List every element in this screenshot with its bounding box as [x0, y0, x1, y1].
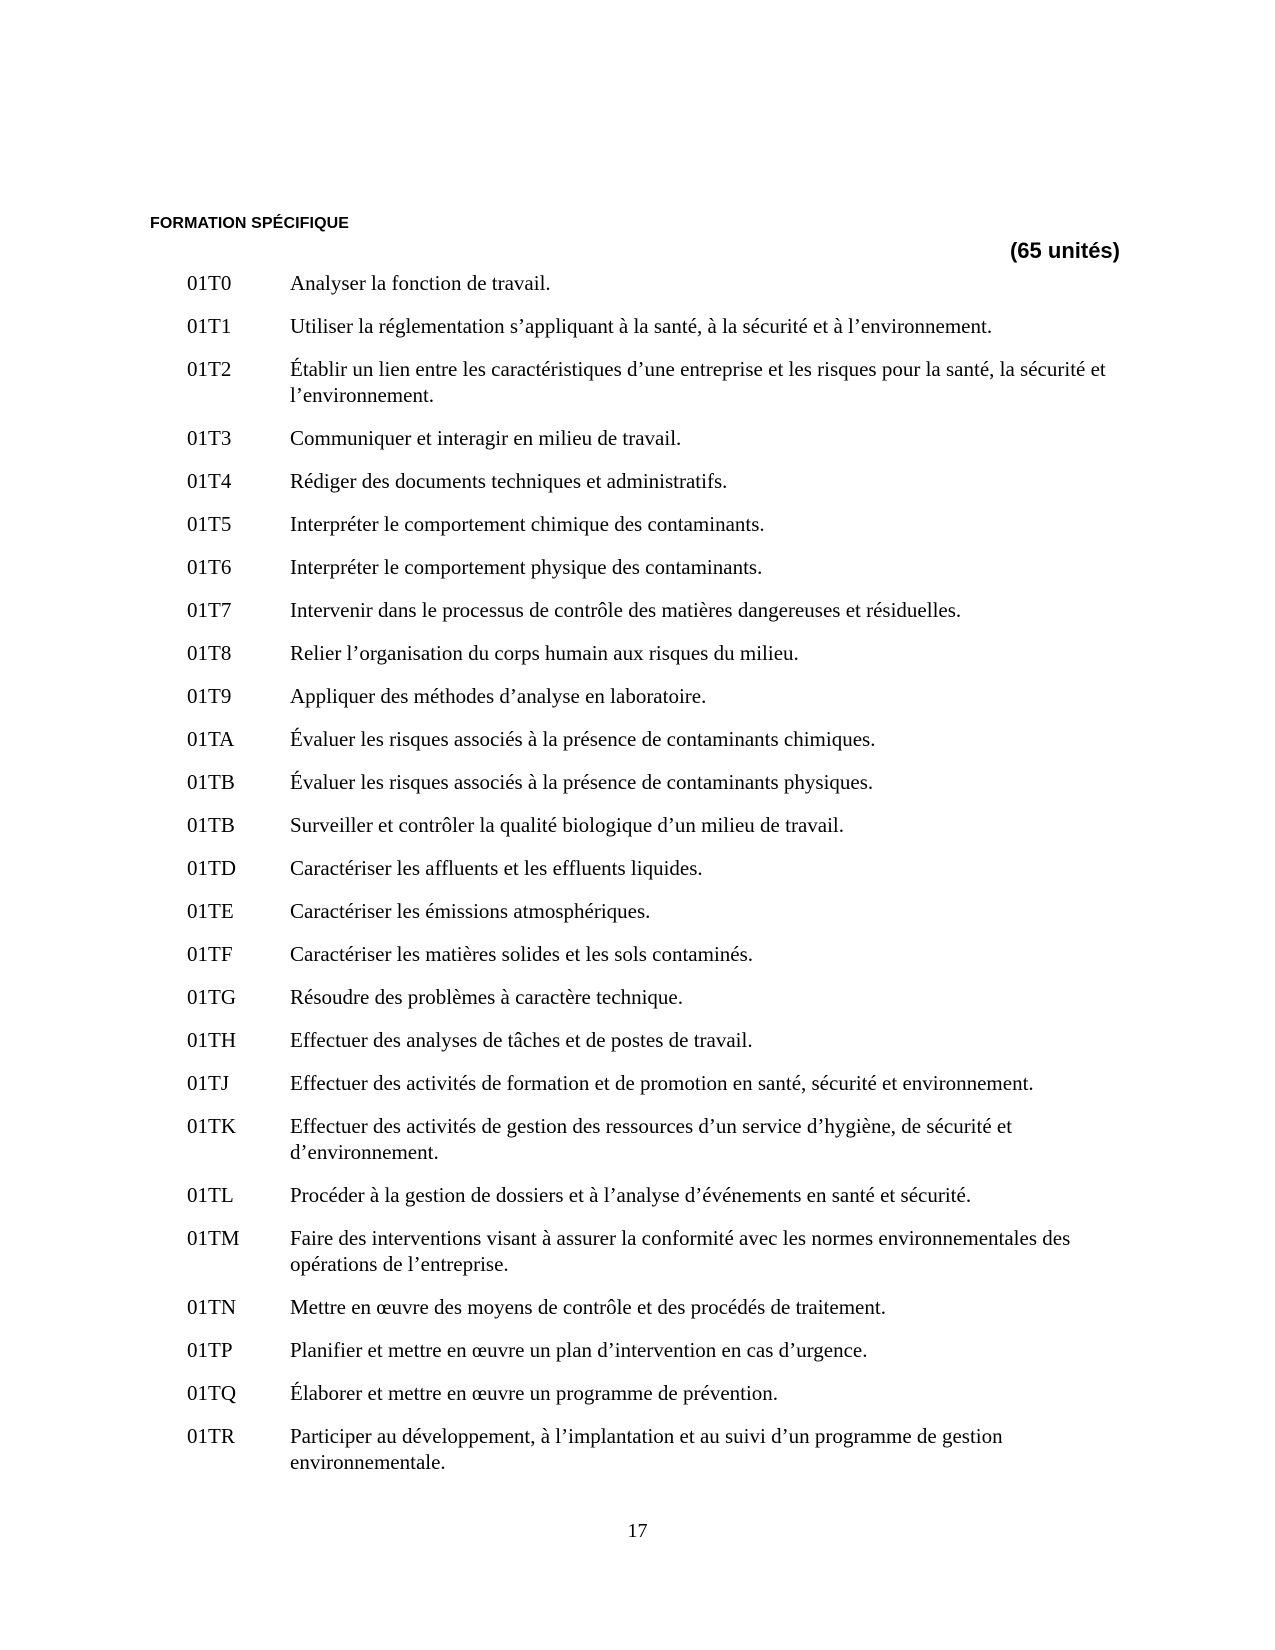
list-item: [187, 683, 1127, 709]
competency-code: 01T2: [187, 357, 232, 381]
list-item: [187, 1337, 1127, 1363]
competency-text: Relier l’organisation du corps humain aux risques du milieu.: [290, 641, 799, 665]
competency-text: Élaborer et mettre en œuvre un programme de prévention.: [290, 1381, 779, 1405]
list-item: [187, 1294, 1127, 1320]
competency-text: Participer au développement, à l’implantation et au suivi d’un programme de gestion environnementale.: [290, 1424, 1003, 1474]
competency-text: Résoudre des problèmes à caractère technique.: [290, 985, 683, 1009]
competency-text: Interpréter le comportement physique des contaminants.: [290, 555, 763, 579]
list-item: [187, 1423, 1127, 1475]
competency-code: 01T3: [187, 426, 232, 450]
list-item: [187, 270, 1127, 296]
competency-code: 01TB: [187, 770, 235, 794]
list-item: [187, 1113, 1127, 1165]
competency-code: 01T6: [187, 555, 232, 579]
page-number: 17: [627, 1520, 648, 1542]
competency-code: 01TD: [187, 856, 236, 880]
competency-text: Effectuer des activités de formation et de promotion en santé, sécurité et environnement.: [290, 1071, 1034, 1095]
competency-text: Caractériser les émissions atmosphériques.: [290, 899, 651, 923]
competency-text: Faire des interventions visant à assurer la conformité avec les normes environnementales des opérations de l’entreprise.: [290, 1226, 1071, 1276]
list-item: [187, 984, 1127, 1010]
list-item: [187, 769, 1127, 795]
competency-code: 01TG: [187, 985, 236, 1009]
competency-text: Caractériser les affluents et les effluents liquides.: [290, 856, 703, 880]
competency-code: 01T8: [187, 641, 232, 665]
competency-text: Mettre en œuvre des moyens de contrôle et des procédés de traitement.: [290, 1295, 886, 1319]
competency-text: Planifier et mettre en œuvre un plan d’intervention en cas d’urgence.: [290, 1338, 868, 1362]
competency-code: 01TE: [187, 899, 234, 923]
list-item: [187, 597, 1127, 623]
list-item: [187, 1182, 1127, 1208]
list-item: [187, 468, 1127, 494]
competency-text: Communiquer et interagir en milieu de travail.: [290, 426, 682, 450]
competency-code: 01TL: [187, 1183, 234, 1207]
competency-text: Procéder à la gestion de dossiers et à l’analyse d’événements en santé et sécurité.: [290, 1183, 972, 1207]
competency-text: Interpréter le comportement chimique des contaminants.: [290, 512, 765, 536]
competency-text: Évaluer les risques associés à la présence de contaminants chimiques.: [290, 727, 876, 751]
competency-code: 01T7: [187, 598, 232, 622]
competency-code: 01TM: [187, 1226, 240, 1250]
units-label: (65 unités): [1009, 238, 1120, 263]
competency-code: 01TQ: [187, 1381, 236, 1405]
competency-text: Surveiller et contrôler la qualité biologique d’un milieu de travail.: [290, 813, 844, 837]
list-item: [187, 1225, 1127, 1277]
competency-text: Intervenir dans le processus de contrôle des matières dangereuses et résiduelles.: [290, 598, 962, 622]
list-item: [187, 726, 1127, 752]
list-item: [187, 640, 1127, 666]
competency-code: 01TK: [187, 1114, 236, 1138]
list-item: [187, 855, 1127, 881]
competency-code: 01TP: [187, 1338, 233, 1362]
competency-code: 01TH: [187, 1028, 236, 1052]
list-item: [187, 511, 1127, 537]
competency-text: Appliquer des méthodes d’analyse en laboratoire.: [290, 684, 707, 708]
list-item: [187, 1380, 1127, 1406]
competency-code: 01TN: [187, 1295, 236, 1319]
list-item: [187, 356, 1127, 408]
list-item: [187, 425, 1127, 451]
competency-text: Effectuer des analyses de tâches et de postes de travail.: [290, 1028, 753, 1052]
competency-list: [187, 270, 1127, 1492]
list-item: [187, 1027, 1127, 1053]
competency-text: Établir un lien entre les caractéristiques d’une entreprise et les risques pour la santé, la sécurité et l’environnement.: [290, 357, 1106, 407]
competency-code: 01TF: [187, 942, 233, 966]
competency-code: 01TB: [187, 813, 235, 837]
competency-code: 01T9: [187, 684, 232, 708]
competency-text: Rédiger des documents techniques et administratifs.: [290, 469, 728, 493]
list-item: [187, 812, 1127, 838]
list-item: [187, 554, 1127, 580]
section-title: FORMATION SPÉCIFIQUE: [150, 215, 350, 232]
competency-code: 01T0: [187, 271, 232, 295]
list-item: [187, 941, 1127, 967]
competency-text: Évaluer les risques associés à la présence de contaminants physiques.: [290, 770, 874, 794]
competency-code: 01T1: [187, 314, 232, 338]
competency-code: 01TA: [187, 727, 235, 751]
competency-text: Utiliser la réglementation s’appliquant à la santé, à la sécurité et à l’environnement.: [290, 314, 993, 338]
competency-code: 01T4: [187, 469, 232, 493]
list-item: [187, 1070, 1127, 1096]
competency-code: 01TJ: [187, 1071, 229, 1095]
competency-text: Caractériser les matières solides et les sols contaminés.: [290, 942, 754, 966]
competency-code: 01TR: [187, 1424, 235, 1448]
list-item: [187, 313, 1127, 339]
list-item: [187, 898, 1127, 924]
competency-code: 01T5: [187, 512, 232, 536]
competency-text: Analyser la fonction de travail.: [290, 271, 551, 295]
competency-text: Effectuer des activités de gestion des ressources d’un service d’hygiène, de sécurité et d’environnement.: [290, 1114, 1013, 1164]
